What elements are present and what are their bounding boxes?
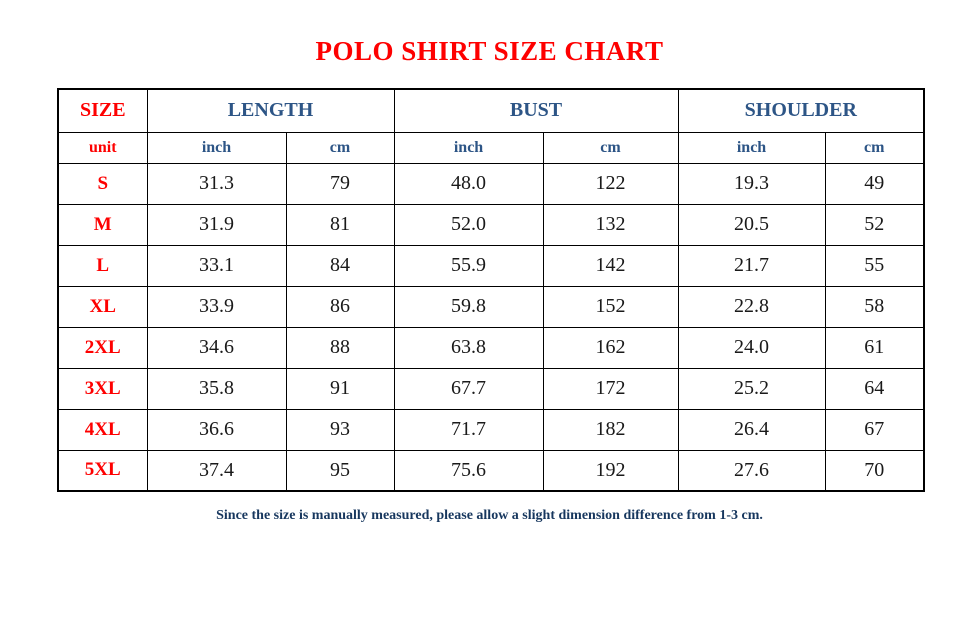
measurement-value: 52.0 [394, 204, 543, 245]
unit-length-cm: cm [286, 132, 394, 163]
size-label: 5XL [58, 450, 147, 491]
measurement-value: 37.4 [147, 450, 286, 491]
measurement-value: 71.7 [394, 409, 543, 450]
table-row [58, 450, 924, 491]
measurement-value: 182 [543, 409, 678, 450]
table-row [58, 368, 924, 409]
measurement-value: 61 [825, 327, 924, 368]
size-label: 4XL [58, 409, 147, 450]
size-label: 2XL [58, 327, 147, 368]
column-header-length: LENGTH [147, 89, 394, 132]
measurement-value: 122 [543, 163, 678, 204]
column-header-size: SIZE [58, 89, 147, 132]
column-header-bust: BUST [394, 89, 678, 132]
measurement-value: 22.8 [678, 286, 825, 327]
unit-bust-inch: inch [394, 132, 543, 163]
table-row [58, 327, 924, 368]
measurement-value: 132 [543, 204, 678, 245]
size-label: M [58, 204, 147, 245]
measurement-value: 24.0 [678, 327, 825, 368]
measurement-value: 21.7 [678, 245, 825, 286]
measurement-value: 26.4 [678, 409, 825, 450]
size-chart-table [57, 88, 925, 492]
unit-shoulder-inch: inch [678, 132, 825, 163]
measurement-value: 35.8 [147, 368, 286, 409]
measurement-value: 91 [286, 368, 394, 409]
measurement-value: 70 [825, 450, 924, 491]
column-header-shoulder: SHOULDER [678, 89, 924, 132]
measurement-value: 63.8 [394, 327, 543, 368]
footer-note: Since the size is manually measured, please allow a slight dimension difference from 1-3 cm. [216, 508, 763, 523]
measurement-value: 19.3 [678, 163, 825, 204]
measurement-value: 81 [286, 204, 394, 245]
measurement-value: 84 [286, 245, 394, 286]
unit-shoulder-cm: cm [825, 132, 924, 163]
measurement-value: 49 [825, 163, 924, 204]
measurement-value: 31.9 [147, 204, 286, 245]
size-label: L [58, 245, 147, 286]
measurement-value: 48.0 [394, 163, 543, 204]
measurement-value: 93 [286, 409, 394, 450]
measurement-value: 75.6 [394, 450, 543, 491]
size-label: XL [58, 286, 147, 327]
measurement-value: 95 [286, 450, 394, 491]
measurement-value: 25.2 [678, 368, 825, 409]
measurement-value: 152 [543, 286, 678, 327]
table-row [58, 163, 924, 204]
size-label: 3XL [58, 368, 147, 409]
measurement-value: 59.8 [394, 286, 543, 327]
size-table-body [58, 163, 924, 491]
measurement-value: 67.7 [394, 368, 543, 409]
measurement-value: 55.9 [394, 245, 543, 286]
measurement-value: 27.6 [678, 450, 825, 491]
size-label: S [58, 163, 147, 204]
unit-length-inch: inch [147, 132, 286, 163]
measurement-value: 64 [825, 368, 924, 409]
measurement-value: 34.6 [147, 327, 286, 368]
measurement-value: 33.1 [147, 245, 286, 286]
measurement-value: 88 [286, 327, 394, 368]
table-row [58, 286, 924, 327]
measurement-value: 20.5 [678, 204, 825, 245]
measurement-value: 192 [543, 450, 678, 491]
measurement-value: 86 [286, 286, 394, 327]
measurement-value: 79 [286, 163, 394, 204]
measurement-value: 162 [543, 327, 678, 368]
measurement-value: 142 [543, 245, 678, 286]
unit-row [58, 132, 924, 163]
measurement-value: 55 [825, 245, 924, 286]
table-row [58, 245, 924, 286]
measurement-value: 58 [825, 286, 924, 327]
unit-row-label: unit [58, 132, 147, 163]
measurement-value: 36.6 [147, 409, 286, 450]
measurement-value: 52 [825, 204, 924, 245]
page-title: POLO SHIRT SIZE CHART [315, 36, 664, 66]
table-row [58, 409, 924, 450]
measurement-value: 31.3 [147, 163, 286, 204]
measurement-value: 172 [543, 368, 678, 409]
measurement-value: 33.9 [147, 286, 286, 327]
table-row [58, 204, 924, 245]
measurement-value: 67 [825, 409, 924, 450]
header-group-row [58, 89, 924, 132]
unit-bust-cm: cm [543, 132, 678, 163]
